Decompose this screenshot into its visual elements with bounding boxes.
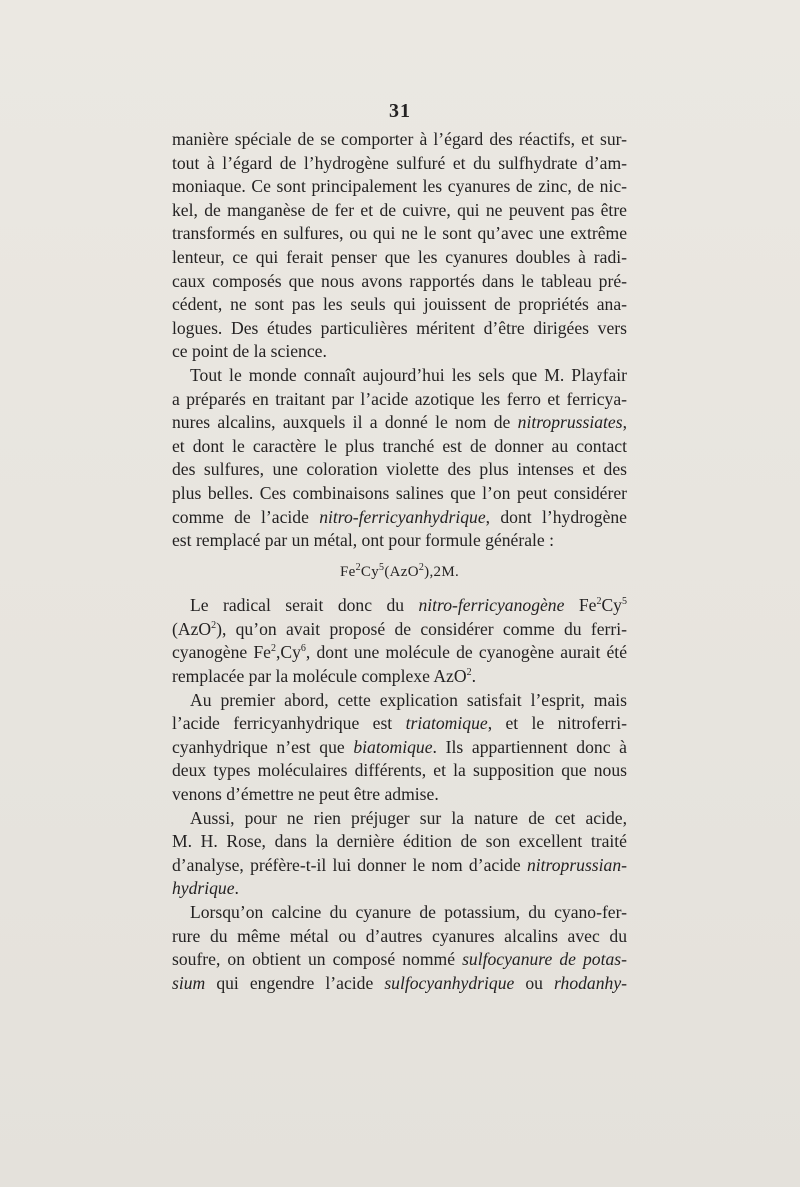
text-line: des sulfures, une coloration violette des plus intenses et des: [172, 459, 627, 480]
text-line: est remplacé par un métal, ont pour formule générale :: [172, 530, 555, 551]
text-line: deux types moléculaires différents, et la supposition que nous: [172, 760, 627, 781]
text-line: caux composés que nous avons rapportés dans le tableau pré-: [172, 270, 627, 291]
text-line: hydrique.: [172, 878, 239, 899]
text-line: lenteur, ce qui ferait penser que les cyanures doubles à radi-: [172, 246, 627, 267]
page-number: 31: [389, 100, 411, 122]
text-line: rure du même métal ou d’autres cyanures alcalins avec du: [172, 925, 627, 946]
text-line: sium qui engendre l’acide sulfocyanhydrique ou rhodanhy-: [172, 972, 627, 993]
paragraph-block-2: [172, 689, 627, 996]
text-line: cédent, ne sont pas les seuls qui jouissent de propriétés ana-: [172, 294, 627, 315]
text-line: (AzO$^2$), qu’on avait proposé de considérer comme du ferri-: [172, 618, 627, 639]
body-text: [172, 128, 627, 995]
text-line: Aussi, pour ne rien préjuger sur la nature de cet acide,: [190, 807, 627, 828]
text-line: Le radical serait donc du nitro-ferricyanogène Fe$^2$Cy$^5$: [190, 595, 627, 616]
text-line: nures alcalins, auxquels il a donné le nom de nitroprussiates,: [172, 412, 627, 433]
chemical-formula: Fe$^2$Cy$^5$(AzO$^2$),2M.: [339, 561, 460, 580]
text-line: manière spéciale de se comporter à l’égard des réactifs, et sur-: [172, 129, 627, 149]
text-line: tout à l’égard de l’hydrogène sulfuré et du sulfhydrate d’am-: [172, 152, 627, 173]
paragraph-block-1: [172, 128, 627, 553]
text-line: remplacée par la molécule complexe AzO$^2$.: [172, 666, 476, 687]
text-line: a préparés en traitant par l’acide azotique les ferro et ferricya-: [172, 388, 627, 409]
text-line: moniaque. Ce sont principalement les cyanures de zinc, de nic-: [172, 176, 627, 197]
text-line: transformés en sulfures, ou qui ne le sont qu’avec une extrême: [172, 223, 627, 244]
text-line: comme de l’acide nitro-ferricyanhydrique, dont l’hydrogène: [172, 506, 627, 527]
text-line: d’analyse, préfère-t-il lui donner le nom d’acide nitroprussian-: [172, 854, 627, 875]
text-line: et dont le caractère le plus tranché est de donner au contact: [172, 435, 627, 456]
text-line: plus belles. Ces combinaisons salines que l’on peut considérer: [172, 482, 627, 503]
text-line: Tout le monde connaît aujourd’hui les sels que M. Playfair: [190, 364, 627, 385]
text-line: logues. Des études particulières méritent d’être dirigées vers: [172, 317, 627, 338]
text-line: kel, de manganèse de fer et de cuivre, qui ne peuvent pas être: [172, 199, 627, 220]
text-line: cyanhydrique n’est que biatomique. Ils appartiennent donc à: [172, 736, 627, 757]
text-line: M. H. Rose, dans la dernière édition de son excellent traité: [172, 831, 627, 852]
text-line: l’acide ferricyanhydrique est triatomique, et le nitroferri-: [172, 713, 627, 734]
text-line: soufre, on obtient un composé nommé sulfocyanure de potas-: [172, 949, 627, 970]
text-line: Au premier abord, cette explication satisfait l’esprit, mais: [190, 689, 627, 710]
text-line: Lorsqu’on calcine du cyanure de potassium, du cyano-fer-: [190, 902, 627, 922]
text-line: venons d’émettre ne peut être admise.: [172, 784, 439, 805]
text-line: ce point de la science.: [172, 341, 327, 362]
text-line: cyanogène Fe$^2$,Cy$^6$, dont une molécule de cyanogène aurait été: [172, 642, 628, 663]
